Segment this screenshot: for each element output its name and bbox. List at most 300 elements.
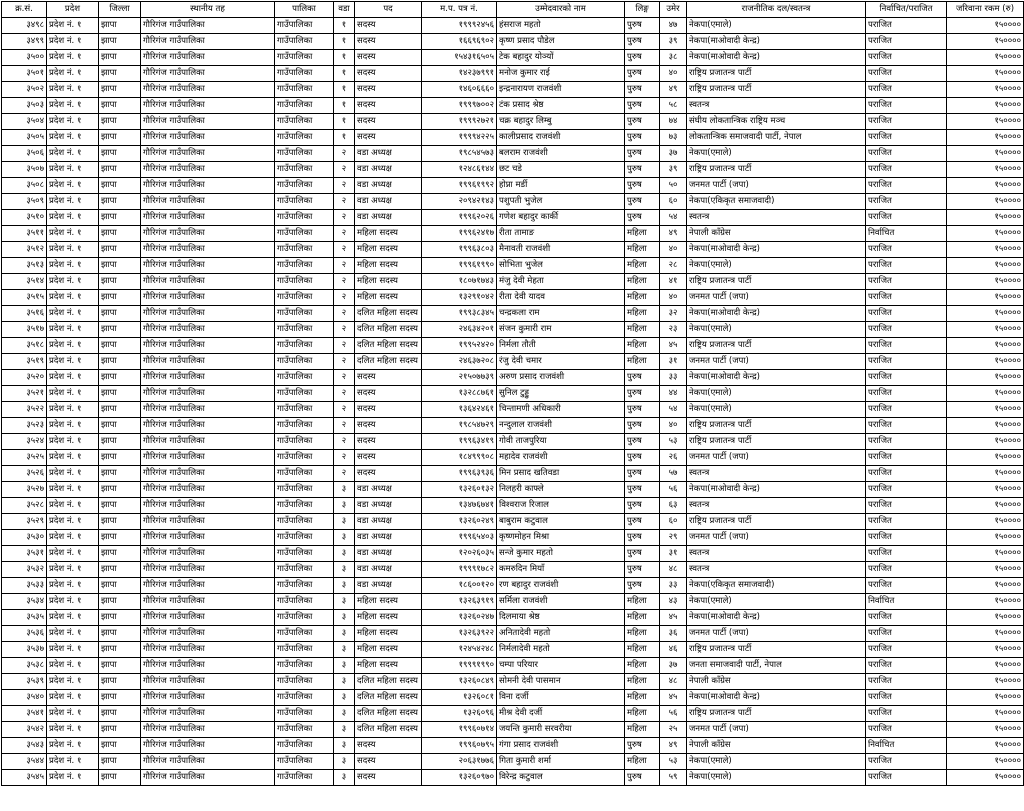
cell-post: महिला सदस्य — [355, 642, 422, 658]
cell-serial: ३५२८ — [2, 498, 47, 514]
cell-nomination-number: १३६४२४६१ — [422, 402, 497, 418]
cell-district: झापा — [99, 674, 141, 690]
table-row — [2, 514, 1024, 530]
cell-province: प्रदेश नं. १ — [47, 498, 99, 514]
cell-province: प्रदेश नं. १ — [47, 146, 99, 162]
cell-post: महिला सदस्य — [355, 274, 422, 290]
cell-fine-amount: १५०००० — [947, 194, 1024, 210]
cell-district: झापा — [99, 450, 141, 466]
cell-local-level: गौरिगंज गाउँपालिका — [141, 306, 275, 322]
cell-result: पराजित — [866, 626, 947, 642]
cell-result: पराजित — [866, 34, 947, 50]
cell-age: ५४ — [660, 402, 687, 418]
table-row — [2, 130, 1024, 146]
cell-district: झापा — [99, 98, 141, 114]
cell-fine-amount: १५०००० — [947, 130, 1024, 146]
cell-result: पराजित — [866, 498, 947, 514]
cell-result: पराजित — [866, 386, 947, 402]
column-header-post: पद — [355, 2, 422, 18]
cell-province: प्रदेश नं. १ — [47, 434, 99, 450]
cell-province: प्रदेश नं. १ — [47, 626, 99, 642]
cell-local-level: गौरिगंज गाउँपालिका — [141, 770, 275, 786]
cell-result: पराजित — [866, 562, 947, 578]
cell-gender: पुरुष — [625, 50, 660, 66]
cell-municipality-type: गाउँपालिका — [275, 194, 334, 210]
table-row — [2, 658, 1024, 674]
cell-party: स्वतन्त्र — [687, 498, 866, 514]
cell-candidate-name: निर्मला तौती — [497, 338, 625, 354]
cell-ward: १ — [334, 18, 355, 34]
cell-fine-amount: १५०००० — [947, 482, 1024, 498]
cell-fine-amount: १५०००० — [947, 50, 1024, 66]
cell-result: पराजित — [866, 578, 947, 594]
cell-post: वडा अध्यक्ष — [355, 578, 422, 594]
cell-local-level: गौरिगंज गाउँपालिका — [141, 690, 275, 706]
cell-party: नेकपा(एमाले) — [687, 258, 866, 274]
cell-age: ३७ — [660, 658, 687, 674]
cell-gender: पुरुष — [625, 578, 660, 594]
cell-serial: ३५४० — [2, 690, 47, 706]
cell-candidate-name: चन्द्रकला राम — [497, 306, 625, 322]
cell-candidate-name: विश्वराज रिजाल — [497, 498, 625, 514]
cell-fine-amount: १५०००० — [947, 690, 1024, 706]
cell-age: ३७ — [660, 146, 687, 162]
cell-gender: पुरुष — [625, 770, 660, 786]
table-row — [2, 674, 1024, 690]
cell-result: पराजित — [866, 530, 947, 546]
cell-party: नेकपा(माओवादी केन्द्र) — [687, 370, 866, 386]
cell-nomination-number: १९९६३९३६ — [422, 466, 497, 482]
cell-ward: २ — [334, 210, 355, 226]
cell-district: झापा — [99, 578, 141, 594]
cell-nomination-number: १९९९७००२ — [422, 98, 497, 114]
cell-ward: १ — [334, 34, 355, 50]
cell-district: झापा — [99, 434, 141, 450]
cell-age: ५८ — [660, 98, 687, 114]
cell-serial: ३५०६ — [2, 146, 47, 162]
cell-ward: १ — [334, 130, 355, 146]
cell-province: प्रदेश नं. १ — [47, 562, 99, 578]
cell-nomination-number: १९९६१९९२ — [422, 178, 497, 194]
cell-fine-amount: १५०००० — [947, 306, 1024, 322]
cell-local-level: गौरिगंज गाउँपालिका — [141, 594, 275, 610]
cell-gender: पुरुष — [625, 210, 660, 226]
cell-fine-amount: १५०००० — [947, 674, 1024, 690]
cell-local-level: गौरिगंज गाउँपालिका — [141, 258, 275, 274]
cell-district: झापा — [99, 130, 141, 146]
cell-district: झापा — [99, 690, 141, 706]
cell-municipality-type: गाउँपालिका — [275, 514, 334, 530]
cell-result: पराजित — [866, 258, 947, 274]
cell-ward: ३ — [334, 642, 355, 658]
cell-local-level: गौरिगंज गाउँपालिका — [141, 546, 275, 562]
cell-age: ५० — [660, 178, 687, 194]
table-row — [2, 34, 1024, 50]
cell-gender: पुरुष — [625, 498, 660, 514]
cell-post: महिला सदस्य — [355, 658, 422, 674]
cell-ward: ३ — [334, 626, 355, 642]
cell-candidate-name: चक्र बहादुर लिम्बु — [497, 114, 625, 130]
cell-ward: ३ — [334, 722, 355, 738]
cell-age: २८ — [660, 258, 687, 274]
cell-province: प्रदेश नं. १ — [47, 338, 99, 354]
cell-result: पराजित — [866, 658, 947, 674]
cell-municipality-type: गाउँपालिका — [275, 690, 334, 706]
cell-party: राष्ट्रिय प्रजातन्त्र पार्टी — [687, 82, 866, 98]
column-header-fine-amount: जरिवाना रकम (रु) — [947, 2, 1024, 18]
cell-municipality-type: गाउँपालिका — [275, 98, 334, 114]
cell-municipality-type: गाउँपालिका — [275, 18, 334, 34]
cell-party: जनमत पार्टी (जपा) — [687, 530, 866, 546]
cell-local-level: गौरिगंज गाउँपालिका — [141, 290, 275, 306]
cell-party: जनता समाजवादी पार्टी, नेपाल — [687, 658, 866, 674]
cell-post: वडा अध्यक्ष — [355, 514, 422, 530]
cell-district: झापा — [99, 530, 141, 546]
table-row — [2, 594, 1024, 610]
cell-gender: पुरुष — [625, 530, 660, 546]
cell-result: पराजित — [866, 722, 947, 738]
table-row — [2, 578, 1024, 594]
cell-province: प्रदेश नं. १ — [47, 754, 99, 770]
cell-candidate-name: सोभिता भुजेल — [497, 258, 625, 274]
table-row — [2, 242, 1024, 258]
cell-municipality-type: गाउँपालिका — [275, 738, 334, 754]
cell-gender: पुरुष — [625, 546, 660, 562]
cell-party: राष्ट्रिय प्रजातन्त्र पार्टी — [687, 418, 866, 434]
cell-party: नेपाली काँग्रेस — [687, 674, 866, 690]
cell-ward: २ — [334, 354, 355, 370]
cell-result: पराजित — [866, 402, 947, 418]
cell-local-level: गौरिगंज गाउँपालिका — [141, 706, 275, 722]
cell-gender: महिला — [625, 226, 660, 242]
cell-district: झापा — [99, 658, 141, 674]
cell-district: झापा — [99, 82, 141, 98]
cell-district: झापा — [99, 370, 141, 386]
cell-municipality-type: गाउँपालिका — [275, 178, 334, 194]
cell-post: वडा अध्यक्ष — [355, 530, 422, 546]
table-row — [2, 274, 1024, 290]
cell-post: सदस्य — [355, 466, 422, 482]
cell-party: जनमत पार्टी (जपा) — [687, 290, 866, 306]
cell-municipality-type: गाउँपालिका — [275, 242, 334, 258]
cell-fine-amount: १५०००० — [947, 18, 1024, 34]
cell-local-level: गौरिगंज गाउँपालिका — [141, 482, 275, 498]
cell-post: सदस्य — [355, 18, 422, 34]
cell-fine-amount: १५०००० — [947, 162, 1024, 178]
cell-nomination-number: १३२६०२४९ — [422, 514, 497, 530]
cell-district: झापा — [99, 178, 141, 194]
cell-age: ४७ — [660, 18, 687, 34]
cell-district: झापा — [99, 706, 141, 722]
cell-party: जनमत पार्टी (जपा) — [687, 626, 866, 642]
cell-serial: ३५११ — [2, 226, 47, 242]
cell-age: ४९ — [660, 226, 687, 242]
cell-local-level: गौरिगंज गाउँपालिका — [141, 274, 275, 290]
cell-age: ४६ — [660, 642, 687, 658]
cell-local-level: गौरिगंज गाउँपालिका — [141, 722, 275, 738]
cell-post: वडा अध्यक्ष — [355, 162, 422, 178]
cell-result: पराजित — [866, 146, 947, 162]
cell-gender: महिला — [625, 322, 660, 338]
cell-age: ३८ — [660, 50, 687, 66]
table-row — [2, 546, 1024, 562]
cell-ward: २ — [334, 386, 355, 402]
cell-gender: महिला — [625, 722, 660, 738]
cell-ward: २ — [334, 194, 355, 210]
cell-ward: २ — [334, 178, 355, 194]
cell-party: राष्ट्रिय प्रजातन्त्र पार्टी — [687, 514, 866, 530]
cell-candidate-name: मंजु देवी मेहता — [497, 274, 625, 290]
cell-province: प्रदेश नं. १ — [47, 98, 99, 114]
table-row — [2, 770, 1024, 786]
cell-province: प्रदेश नं. १ — [47, 34, 99, 50]
cell-party: नेकपा(एमाले) — [687, 754, 866, 770]
cell-candidate-name: संजन कुमारी राम — [497, 322, 625, 338]
table-row — [2, 482, 1024, 498]
cell-municipality-type: गाउँपालिका — [275, 658, 334, 674]
cell-post: सदस्य — [355, 98, 422, 114]
cell-serial: ३५२६ — [2, 466, 47, 482]
cell-post: सदस्य — [355, 386, 422, 402]
cell-gender: पुरुष — [625, 562, 660, 578]
cell-result: निर्वाचित — [866, 594, 947, 610]
cell-ward: १ — [334, 50, 355, 66]
cell-gender: पुरुष — [625, 418, 660, 434]
cell-age: ७४ — [660, 114, 687, 130]
cell-result: पराजित — [866, 242, 947, 258]
cell-ward: २ — [334, 290, 355, 306]
table-row — [2, 754, 1024, 770]
cell-candidate-name: मैनावती राजवंशी — [497, 242, 625, 258]
cell-age: ४३ — [660, 594, 687, 610]
cell-candidate-name: टंक प्रसाद श्रेष्ठ — [497, 98, 625, 114]
cell-result: पराजित — [866, 66, 947, 82]
cell-municipality-type: गाउँपालिका — [275, 754, 334, 770]
cell-party: जनमत पार्टी (जपा) — [687, 354, 866, 370]
cell-candidate-name: चिन्तामणी अधिकारी — [497, 402, 625, 418]
cell-nomination-number: १८६००१२० — [422, 578, 497, 594]
cell-fine-amount: १५०००० — [947, 322, 1024, 338]
cell-district: झापा — [99, 290, 141, 306]
cell-gender: पुरुष — [625, 194, 660, 210]
cell-ward: ३ — [334, 610, 355, 626]
cell-party: नेकपा(एकिकृत समाजवादी) — [687, 194, 866, 210]
table-row — [2, 418, 1024, 434]
cell-province: प्रदेश नं. १ — [47, 354, 99, 370]
cell-municipality-type: गाउँपालिका — [275, 146, 334, 162]
cell-fine-amount: १५०००० — [947, 418, 1024, 434]
cell-local-level: गौरिगंज गाउँपालिका — [141, 146, 275, 162]
cell-province: प्रदेश नं. १ — [47, 450, 99, 466]
cell-age: ४९ — [660, 82, 687, 98]
cell-ward: ३ — [334, 578, 355, 594]
cell-province: प्रदेश नं. १ — [47, 514, 99, 530]
cell-nomination-number: १३२६०८१ — [422, 690, 497, 706]
cell-local-level: गौरिगंज गाउँपालिका — [141, 82, 275, 98]
cell-gender: पुरुष — [625, 738, 660, 754]
cell-candidate-name: गिता कुमारी शर्मा — [497, 754, 625, 770]
cell-gender: महिला — [625, 338, 660, 354]
cell-province: प्रदेश नं. १ — [47, 722, 99, 738]
cell-province: प्रदेश नं. १ — [47, 642, 99, 658]
cell-fine-amount: १५०००० — [947, 82, 1024, 98]
cell-serial: ३५४१ — [2, 706, 47, 722]
cell-province: प्रदेश नं. १ — [47, 418, 99, 434]
cell-age: ५३ — [660, 434, 687, 450]
cell-district: झापा — [99, 66, 141, 82]
cell-post: महिला सदस्य — [355, 242, 422, 258]
cell-gender: पुरुष — [625, 514, 660, 530]
cell-ward: १ — [334, 66, 355, 82]
cell-serial: ३५१८ — [2, 338, 47, 354]
cell-ward: ३ — [334, 482, 355, 498]
cell-province: प्रदेश नं. १ — [47, 594, 99, 610]
cell-age: ४० — [660, 290, 687, 306]
cell-ward: ३ — [334, 738, 355, 754]
cell-gender: पुरुष — [625, 130, 660, 146]
cell-local-level: गौरिगंज गाउँपालिका — [141, 386, 275, 402]
cell-fine-amount: १५०००० — [947, 658, 1024, 674]
cell-age: ५९ — [660, 770, 687, 786]
cell-result: पराजित — [866, 706, 947, 722]
cell-district: झापा — [99, 18, 141, 34]
cell-age: ३९ — [660, 162, 687, 178]
cell-municipality-type: गाउँपालिका — [275, 642, 334, 658]
cell-party: नेकपा(एमाले) — [687, 18, 866, 34]
cell-gender: पुरुष — [625, 114, 660, 130]
cell-fine-amount: १५०००० — [947, 514, 1024, 530]
cell-post: सदस्य — [355, 738, 422, 754]
cell-result: पराजित — [866, 50, 947, 66]
table-row — [2, 466, 1024, 482]
cell-municipality-type: गाउँपालिका — [275, 706, 334, 722]
cell-party: नेकपा(एमाले) — [687, 402, 866, 418]
cell-party: नेपाली काँग्रेस — [687, 226, 866, 242]
table-row — [2, 498, 1024, 514]
table-row — [2, 210, 1024, 226]
cell-ward: ३ — [334, 754, 355, 770]
cell-serial: ३५१० — [2, 210, 47, 226]
cell-candidate-name: टेक बहादुर योञ्यों — [497, 50, 625, 66]
cell-age: ३३ — [660, 370, 687, 386]
cell-party: स्वतन्त्र — [687, 546, 866, 562]
cell-local-level: गौरिगंज गाउँपालिका — [141, 370, 275, 386]
cell-district: झापा — [99, 642, 141, 658]
cell-serial: ३५१९ — [2, 354, 47, 370]
cell-candidate-name: बाबुराम कटुवाल — [497, 514, 625, 530]
cell-nomination-number: १३४७६७४१ — [422, 498, 497, 514]
cell-municipality-type: गाउँपालिका — [275, 114, 334, 130]
cell-post: महिला सदस्य — [355, 626, 422, 642]
cell-municipality-type: गाउँपालिका — [275, 162, 334, 178]
cell-post: सदस्य — [355, 130, 422, 146]
cell-candidate-name: अरुण प्रसाद राजवंशी — [497, 370, 625, 386]
cell-result: पराजित — [866, 178, 947, 194]
cell-candidate-name: होप्ना मर्डी — [497, 178, 625, 194]
table-row — [2, 722, 1024, 738]
cell-result: पराजित — [866, 82, 947, 98]
table-row — [2, 610, 1024, 626]
cell-candidate-name: चम्पा परियार — [497, 658, 625, 674]
cell-candidate-name: गणेश बहादुर कार्की — [497, 210, 625, 226]
cell-candidate-name: अनितादेवी महतो — [497, 626, 625, 642]
cell-municipality-type: गाउँपालिका — [275, 322, 334, 338]
cell-post: सदस्य — [355, 34, 422, 50]
cell-post: वडा अध्यक्ष — [355, 178, 422, 194]
cell-province: प्रदेश नं. १ — [47, 386, 99, 402]
cell-nomination-number: २०६३१७७६ — [422, 754, 497, 770]
cell-fine-amount: १५०००० — [947, 258, 1024, 274]
cell-candidate-name: रीता तामाङ — [497, 226, 625, 242]
cell-party: स्वतन्त्र — [687, 210, 866, 226]
cell-serial: ३५४३ — [2, 738, 47, 754]
cell-party: नेकपा(एमाले) — [687, 146, 866, 162]
cell-ward: २ — [334, 258, 355, 274]
cell-fine-amount: १५०००० — [947, 722, 1024, 738]
cell-age: ६३ — [660, 498, 687, 514]
cell-district: झापा — [99, 354, 141, 370]
table-row — [2, 178, 1024, 194]
cell-serial: ३५४४ — [2, 754, 47, 770]
cell-municipality-type: गाउँपालिका — [275, 722, 334, 738]
table-row — [2, 386, 1024, 402]
table-row — [2, 338, 1024, 354]
cell-nomination-number: १९९६१९९० — [422, 258, 497, 274]
cell-serial: ३५३७ — [2, 642, 47, 658]
cell-gender: महिला — [625, 674, 660, 690]
cell-ward: ३ — [334, 770, 355, 786]
cell-local-level: गौरिगंज गाउँपालिका — [141, 114, 275, 130]
cell-district: झापा — [99, 482, 141, 498]
cell-local-level: गौरिगंज गाउँपालिका — [141, 34, 275, 50]
cell-district: झापा — [99, 226, 141, 242]
cell-fine-amount: १५०००० — [947, 626, 1024, 642]
cell-province: प्रदेश नं. १ — [47, 546, 99, 562]
cell-province: प्रदेश नं. १ — [47, 306, 99, 322]
cell-candidate-name: छट चडे — [497, 162, 625, 178]
cell-party: राष्ट्रिय प्रजातन्त्र पार्टी — [687, 162, 866, 178]
cell-post: सदस्य — [355, 754, 422, 770]
cell-district: झापा — [99, 770, 141, 786]
cell-district: झापा — [99, 386, 141, 402]
cell-serial: ३५३४ — [2, 594, 47, 610]
cell-serial: ३५२० — [2, 370, 47, 386]
cell-nomination-number: १३२६३९२२ — [422, 626, 497, 642]
column-header-ward: वडा — [334, 2, 355, 18]
cell-age: ३१ — [660, 546, 687, 562]
cell-municipality-type: गाउँपालिका — [275, 466, 334, 482]
cell-local-level: गौरिगंज गाउँपालिका — [141, 50, 275, 66]
cell-party: राष्ट्रिय प्रजातन्त्र पार्टी — [687, 642, 866, 658]
cell-province: प्रदेश नं. १ — [47, 370, 99, 386]
cell-gender: पुरुष — [625, 178, 660, 194]
cell-result: पराजित — [866, 162, 947, 178]
cell-fine-amount: १५०००० — [947, 178, 1024, 194]
cell-fine-amount: १५०००० — [947, 338, 1024, 354]
cell-gender: पुरुष — [625, 146, 660, 162]
cell-province: प्रदेश नं. १ — [47, 18, 99, 34]
cell-result: पराजित — [866, 482, 947, 498]
cell-age: ५४ — [660, 210, 687, 226]
cell-result: पराजित — [866, 674, 947, 690]
cell-fine-amount: १५०००० — [947, 242, 1024, 258]
cell-serial: ३५२५ — [2, 450, 47, 466]
cell-nomination-number: १८४९९९०८ — [422, 450, 497, 466]
cell-serial: ३५३९ — [2, 674, 47, 690]
table-body — [2, 18, 1024, 786]
cell-serial: ३५२४ — [2, 434, 47, 450]
cell-district: झापा — [99, 194, 141, 210]
